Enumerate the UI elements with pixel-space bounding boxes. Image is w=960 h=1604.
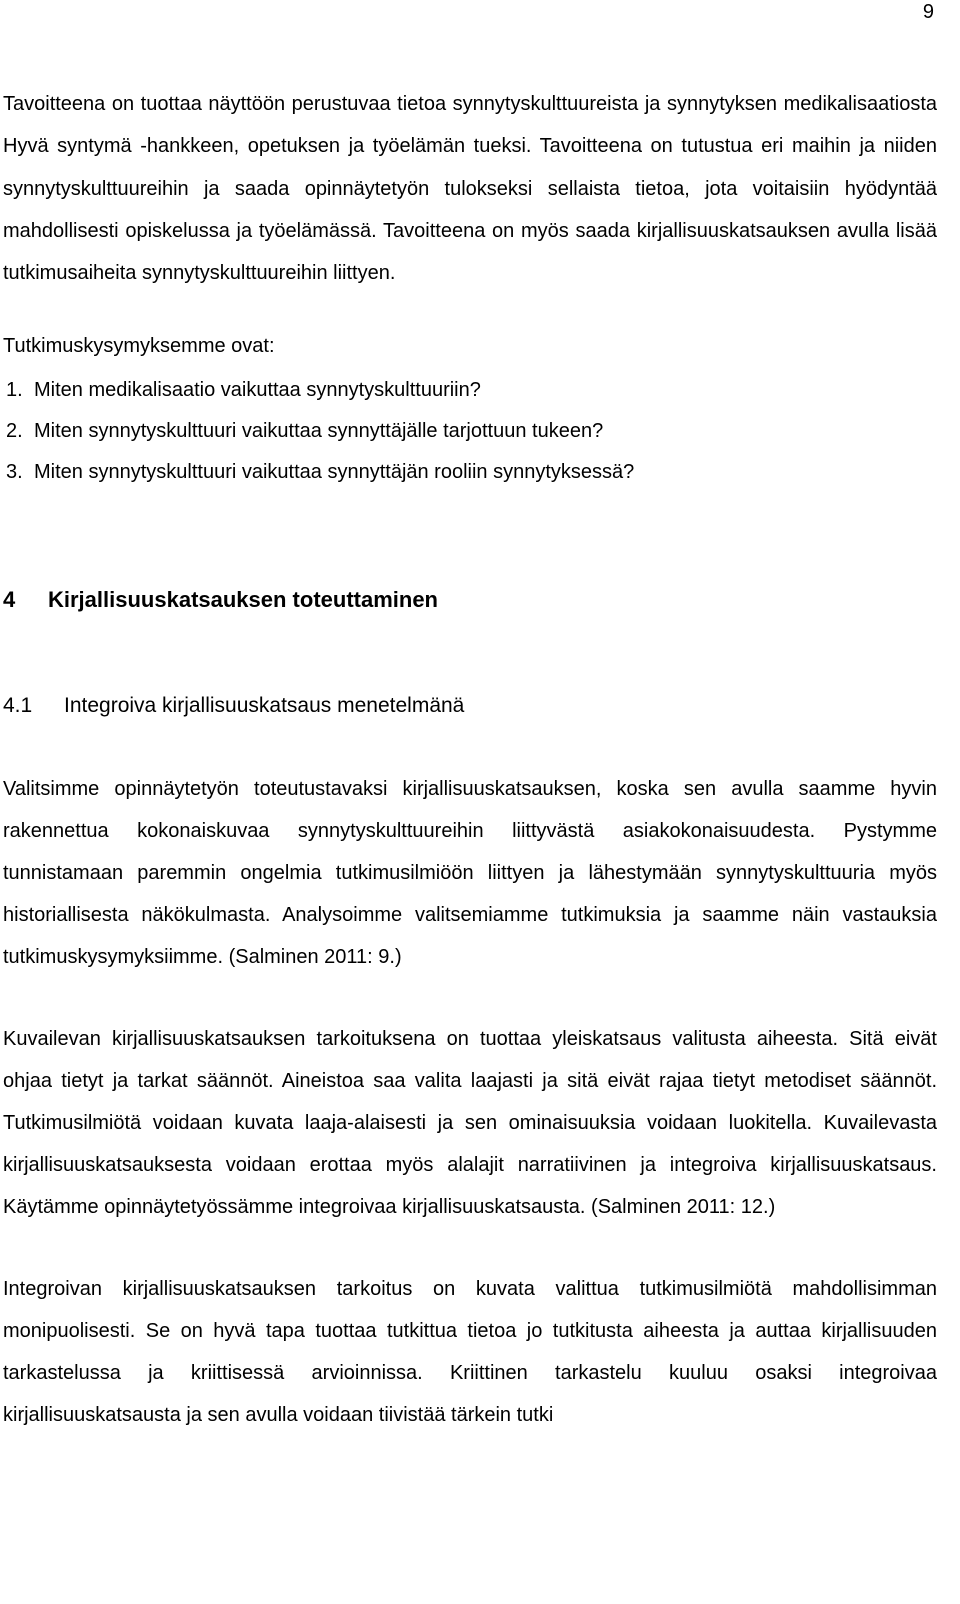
subsection-number: 4.1 xyxy=(3,694,33,718)
list-item-text: Miten synnytyskulttuuri vaikuttaa synnyttäjälle tarjottuun tukeen? xyxy=(34,420,604,443)
research-questions xyxy=(3,330,937,493)
list-item-number: 3. xyxy=(6,461,23,484)
spacer xyxy=(3,294,937,330)
paragraph-method: Valitsimme opinnäytetyön toteutustavaksi kirjallisuuskatsauksen, koska sen avulla saamme hyvin rakennettua kokonaiskuvaa synnytyskulttuureihin liittyvästä asiakokonaisuudesta. Pystymme tunnistamaan paremmin ongelmia tutkimusilmiöön liittyen ja lähestymään synnytyskulttuuria myös historiallisesta näkökulmasta. Analysoimme valitsemiamme tutkimuksia ja saamme näin vastauksia tutkimuskysymyksiimme. (Salminen 2011: 9.) xyxy=(3,778,937,969)
subsection-heading xyxy=(3,691,937,721)
list-item-text: Miten synnytyskulttuuri vaikuttaa synnyttäjän rooliin synnytyksessä? xyxy=(34,461,635,484)
spacer xyxy=(3,978,937,1018)
list-item-number: 1. xyxy=(6,379,23,402)
section-number: 4 xyxy=(3,587,16,613)
spacer xyxy=(3,721,937,768)
section-title: Kirjallisuuskatsauksen toteuttaminen xyxy=(48,587,438,613)
document-body xyxy=(3,83,937,1436)
research-questions-list xyxy=(3,370,937,493)
list-item-number: 2. xyxy=(6,420,23,443)
spacer xyxy=(3,615,937,691)
list-item xyxy=(3,452,937,493)
research-questions-intro: Tutkimuskysymyksemme ovat: xyxy=(3,335,275,358)
paragraph-goals: Tavoitteena on tuottaa näyttöön perustuvaa tietoa synnytyskulttuureista ja synnytyksen medikalisaatiosta Hyvä syntymä -hankkeen, opetuksen ja työelämän tueksi. Tavoitteena on tutustua eri maihin ja niiden synnytyskulttuureihin ja saada opinnäytetyön tulokseksi sellaista tietoa, jota voitaisiin hyödyntää mahdollisesti opiskelussa ja työelämässä. Tavoitteena on myös saada kirjallisuuskatsauksen avulla lisää tutkimusaiheita synnytyskulttuureihin liittyen. xyxy=(3,93,937,285)
list-item-text: Miten medikalisaatio vaikuttaa synnytyskulttuuriin? xyxy=(34,379,481,402)
list-item xyxy=(3,370,937,411)
spacer xyxy=(3,1228,937,1268)
spacer xyxy=(3,493,937,585)
section-heading xyxy=(3,585,937,615)
subsection-title: Integroiva kirjallisuuskatsaus menetelmänä xyxy=(64,694,465,718)
page-number: 9 xyxy=(922,1,934,23)
paragraph-integrative-review: Integroivan kirjallisuuskatsauksen tarkoitus on kuvata valittua tutkimusilmiötä mahdollisimman monipuolisesti. Se on hyvä tapa tuottaa tutkittua tietoa jo tutkitusta aiheesta ja auttaa kirjallisuuden tarkastelussa ja kriittisessä arvioinnissa. Kriittinen tarkastelu kuuluu osaksi integroivaa kirjallisuuskatsausta ja sen avulla voidaan tiivistää tärkein tutki xyxy=(3,1278,937,1427)
paragraph-descriptive-review: Kuvailevan kirjallisuuskatsauksen tarkoituksena on tuottaa yleiskatsaus valitusta aiheesta. Sitä eivät ohjaa tietyt ja tarkat säännöt. Aineistoa saa valita laajasti ja sitä eivät rajaa tietyt metodiset säännöt. Tutkimusilmiötä voidaan kuvata laaja-alaisesti ja sen ominaisuuksia voidaan luokitella. Kuvailevasta kirjallisuuskatsauksesta voidaan erottaa myös alalajit narratiivinen ja integroiva kirjallisuuskatsaus. Käytämme opinnäytetyössämme integroivaa kirjallisuuskatsausta. (Salminen 2011: 12.) xyxy=(3,1028,937,1219)
list-item xyxy=(3,411,937,452)
